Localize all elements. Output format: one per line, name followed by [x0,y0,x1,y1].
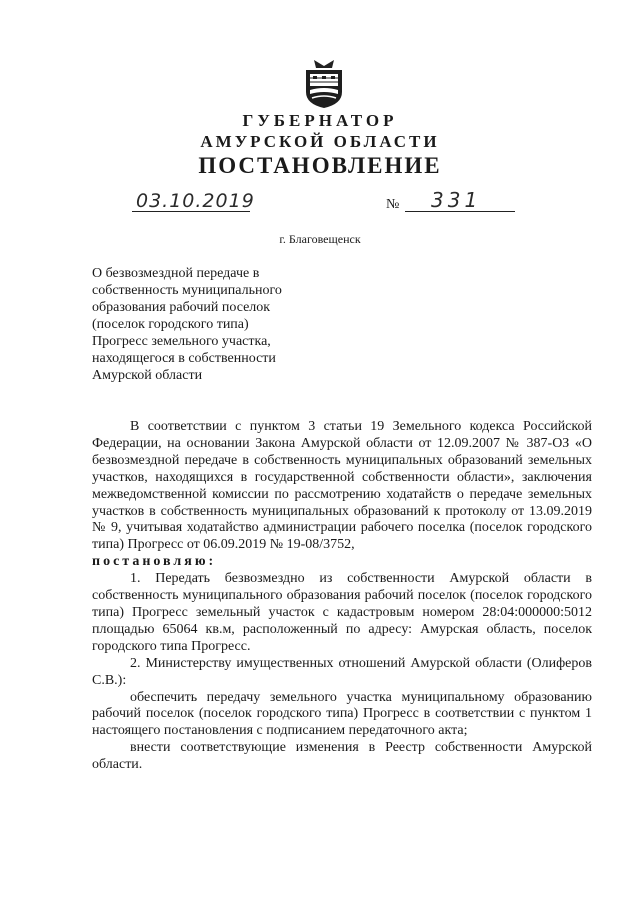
preamble-paragraph: В соответствии с пунктом 3 статьи 19 Земельного кодекса Российской Федерации, на основании Закона Амурской области от 12.09.2007 № 387-ОЗ «О безвозмездной передаче в собственность муниципальных образований земельных участков, находящихся в государственной собственности области», заключения межведомственной комиссии по рассмотрению ходатайств о передаче земельных участков в собственность муниципальных образований к протоколу от 13.09.2019 № 9, учитывая ходатайство администрации рабочего поселка (поселок городского типа) Прогресс от 06.09.2019 № 19-08/3752, [92,419,592,553]
city-label: г. Благовещенск [279,232,361,246]
subject-line: О безвозмездной передаче в [92,266,260,281]
handwritten-number: 331 [431,188,482,212]
subject-line: (поселок городского типа) [92,317,249,332]
number-underline [405,211,515,212]
document-type-title: ПОСТАНОВЛЕНИЕ [198,153,442,178]
governor-heading: ГУБЕРНАТОР [242,111,398,130]
number-sign: № [386,197,400,212]
subject-line: Амурской области [92,368,203,383]
resolve-word: постановляю: [92,554,217,570]
document-body [92,419,592,774]
date-field [132,190,255,216]
item-2-paragraph: 2. Министерству имущественных отношений Амурской области (Олиферов С.В.): [92,655,592,688]
subject-block [92,265,332,384]
subject-line: собственность муниципального [92,283,282,298]
region-heading: АМУРСКОЙ ОБЛАСТИ [200,132,440,151]
subject-line: образования рабочий поселок [92,300,271,315]
number-field [405,190,515,216]
date-underline [132,211,250,212]
item-2a-paragraph: обеспечить передачу земельного участка муниципальному образованию рабочий поселок (поселок городского типа) Прогресс в соответствии с пунктом 1 настоящего постановления с подписанием передаточного акта; [92,689,592,739]
item-1-paragraph: 1. Передать безвозмездно из собственности Амурской области в собственность муниципального образования рабочий поселок (поселок городского типа) Прогресс земельный участок с кадастровым номером 28:04:000000:5012 площадью 65064 кв.м, расположенный по адресу: Амурская область, поселок городского типа Прогресс. [92,571,592,654]
coat-of-arms-icon [300,58,348,110]
handwritten-date: 03.10.2019 [136,190,255,212]
subject-line: Прогресс земельного участка, [92,334,271,349]
subject-line: находящегося в собственности [92,351,276,366]
item-2b-paragraph: внести соответствующие изменения в Реестр собственности Амурской области. [92,740,592,773]
